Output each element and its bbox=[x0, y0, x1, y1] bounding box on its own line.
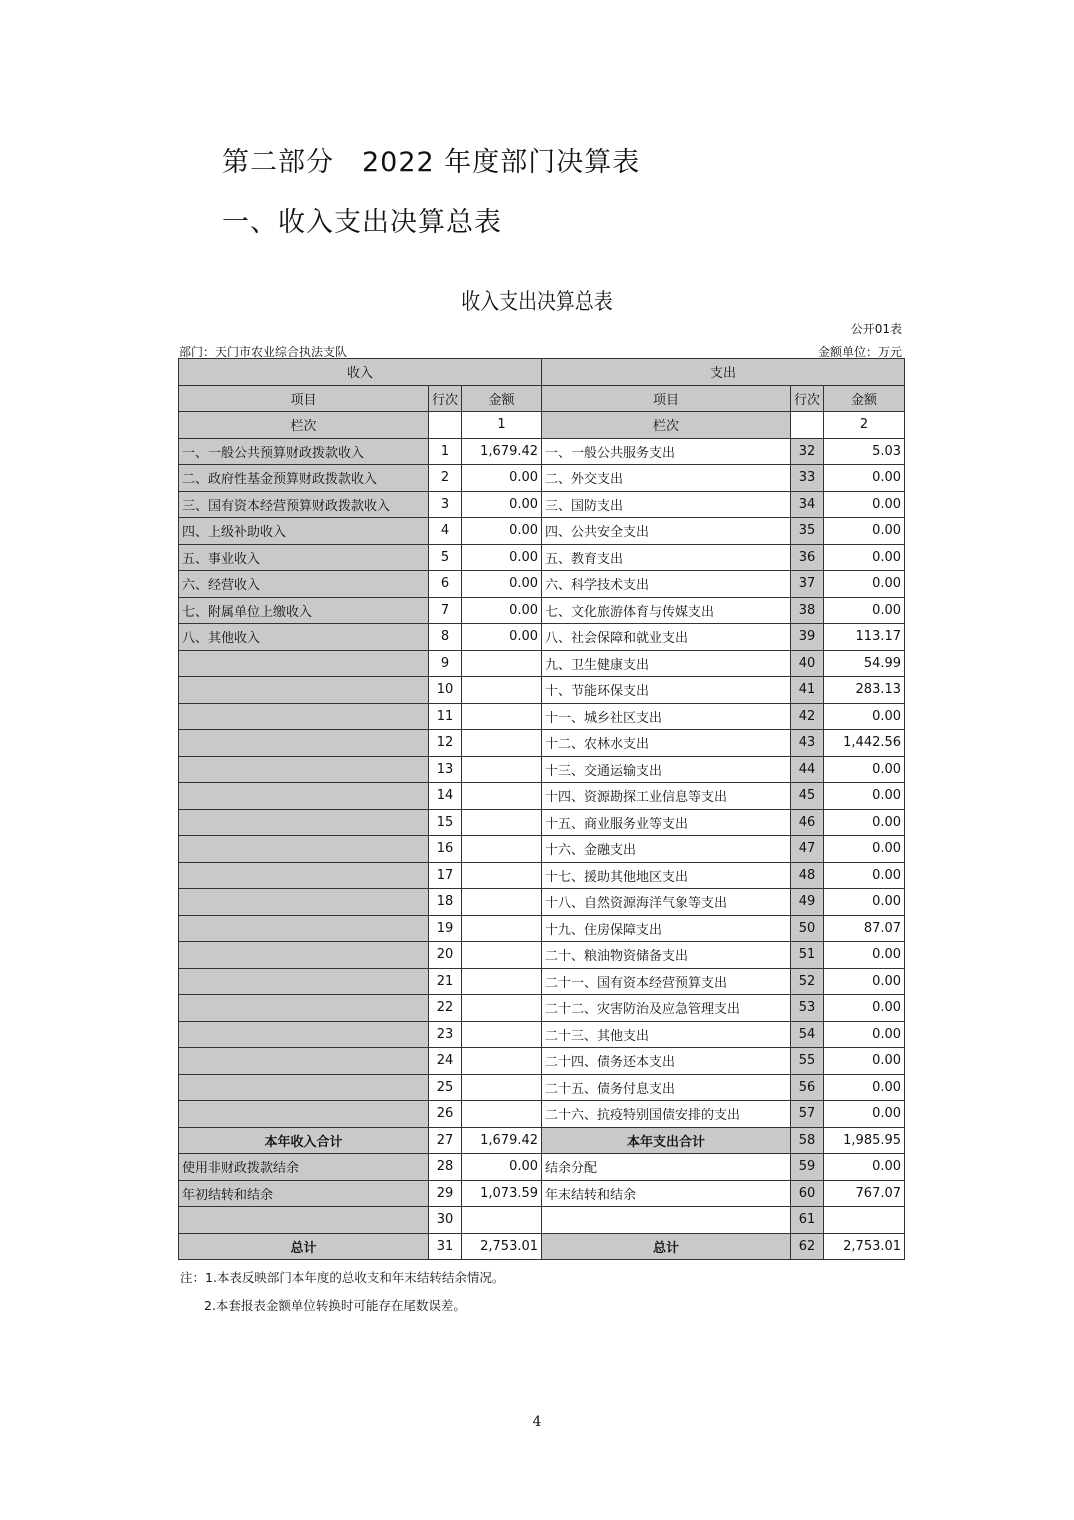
expense-item-cell: 十八、自然资源海洋气象等支出 bbox=[542, 889, 791, 916]
expense-amount-cell: 0.00 bbox=[824, 597, 905, 624]
income-item-cell bbox=[179, 703, 429, 730]
income-amount-cell bbox=[462, 889, 542, 916]
income-line-cell: 2 bbox=[429, 465, 462, 492]
income-item-cell bbox=[179, 756, 429, 783]
income-amount-cell: 1,679.42 bbox=[462, 1127, 542, 1154]
income-amount-cell bbox=[462, 756, 542, 783]
expense-item-cell: 十七、援助其他地区支出 bbox=[542, 862, 791, 889]
income-amount-cell bbox=[462, 836, 542, 863]
income-item-cell: 本年收入合计 bbox=[179, 1127, 429, 1154]
expense-amount-cell: 0.00 bbox=[824, 518, 905, 545]
income-item-cell: 使用非财政拨款结余 bbox=[179, 1154, 429, 1181]
expense-item-cell: 三、国防支出 bbox=[542, 491, 791, 518]
income-line-cell: 15 bbox=[429, 809, 462, 836]
income-line-cell: 21 bbox=[429, 968, 462, 995]
expense-line-cell: 55 bbox=[791, 1048, 824, 1075]
table-row bbox=[179, 1207, 905, 1234]
expense-item-cell: 十三、交通运输支出 bbox=[542, 756, 791, 783]
income-amount-cell bbox=[462, 1074, 542, 1101]
income-column-number: 1 bbox=[462, 412, 542, 439]
income-amount-cell bbox=[462, 1207, 542, 1234]
expense-amount-cell: 2,753.01 bbox=[824, 1233, 905, 1260]
income-item-cell: 一、一般公共预算财政拨款收入 bbox=[179, 438, 429, 465]
expense-item-cell: 六、科学技术支出 bbox=[542, 571, 791, 598]
part-title: 第二部分 2022 年度部门决算表 bbox=[222, 147, 641, 178]
table-row bbox=[179, 677, 905, 704]
table-row bbox=[179, 1127, 905, 1154]
income-line-cell: 9 bbox=[429, 650, 462, 677]
expense-line-cell: 62 bbox=[791, 1233, 824, 1260]
income-line-cell: 16 bbox=[429, 836, 462, 863]
table-row bbox=[179, 438, 905, 465]
income-amount-cell: 0.00 bbox=[462, 624, 542, 651]
expense-item-cell: 二十四、债务还本支出 bbox=[542, 1048, 791, 1075]
expense-amount-cell: 0.00 bbox=[824, 1021, 905, 1048]
expense-item-cell: 十九、住房保障支出 bbox=[542, 915, 791, 942]
income-amount-cell: 0.00 bbox=[462, 491, 542, 518]
expense-item-cell: 二十二、灾害防治及应急管理支出 bbox=[542, 995, 791, 1022]
table-row bbox=[179, 597, 905, 624]
expense-amount-cell: 0.00 bbox=[824, 809, 905, 836]
table-row bbox=[179, 650, 905, 677]
expense-item-cell: 十二、农林水支出 bbox=[542, 730, 791, 757]
income-line-cell: 20 bbox=[429, 942, 462, 969]
income-item-cell bbox=[179, 730, 429, 757]
income-item-cell bbox=[179, 783, 429, 810]
income-item-cell bbox=[179, 677, 429, 704]
income-item-cell bbox=[179, 889, 429, 916]
table-row bbox=[179, 1154, 905, 1181]
table-row bbox=[179, 783, 905, 810]
expense-amount-cell: 0.00 bbox=[824, 1048, 905, 1075]
expense-item-header: 项目 bbox=[542, 385, 791, 412]
expense-line-cell: 60 bbox=[791, 1180, 824, 1207]
expense-amount-cell: 0.00 bbox=[824, 465, 905, 492]
expense-amount-cell: 0.00 bbox=[824, 756, 905, 783]
income-amount-cell: 1,679.42 bbox=[462, 438, 542, 465]
expense-line-cell: 34 bbox=[791, 491, 824, 518]
expense-amount-cell: 113.17 bbox=[824, 624, 905, 651]
expense-item-cell: 十一、城乡社区支出 bbox=[542, 703, 791, 730]
income-item-cell bbox=[179, 968, 429, 995]
table-row bbox=[179, 730, 905, 757]
income-amount-cell: 2,753.01 bbox=[462, 1233, 542, 1260]
expense-header: 支出 bbox=[542, 359, 905, 386]
income-amount-cell: 0.00 bbox=[462, 544, 542, 571]
expense-item-cell: 八、社会保障和就业支出 bbox=[542, 624, 791, 651]
expense-amount-cell: 1,442.56 bbox=[824, 730, 905, 757]
expense-item-cell: 七、文化旅游体育与传媒支出 bbox=[542, 597, 791, 624]
expense-line-cell: 35 bbox=[791, 518, 824, 545]
income-line-cell: 13 bbox=[429, 756, 462, 783]
income-header: 收入 bbox=[179, 359, 542, 386]
income-line-cell: 24 bbox=[429, 1048, 462, 1075]
income-amount-cell bbox=[462, 1021, 542, 1048]
income-item-cell bbox=[179, 915, 429, 942]
table-row bbox=[179, 1101, 905, 1128]
expense-item-cell: 二十五、债务付息支出 bbox=[542, 1074, 791, 1101]
table-row bbox=[179, 889, 905, 916]
income-item-cell bbox=[179, 809, 429, 836]
section-title: 一、收入支出决算总表 bbox=[222, 207, 502, 238]
income-line-cell: 4 bbox=[429, 518, 462, 545]
table-row bbox=[179, 465, 905, 492]
income-amount-cell bbox=[462, 968, 542, 995]
expense-line-cell: 46 bbox=[791, 809, 824, 836]
income-amount-cell bbox=[462, 1101, 542, 1128]
table-row bbox=[179, 1074, 905, 1101]
expense-line-blank bbox=[791, 412, 824, 439]
income-line-cell: 17 bbox=[429, 862, 462, 889]
expense-line-cell: 43 bbox=[791, 730, 824, 757]
expense-line-cell: 39 bbox=[791, 624, 824, 651]
income-line-cell: 25 bbox=[429, 1074, 462, 1101]
department-label: 部门：天门市农业综合执法支队 bbox=[179, 345, 348, 359]
expense-line-cell: 56 bbox=[791, 1074, 824, 1101]
income-line-cell: 11 bbox=[429, 703, 462, 730]
table-row bbox=[179, 862, 905, 889]
expense-amount-cell: 0.00 bbox=[824, 544, 905, 571]
expense-item-cell: 结余分配 bbox=[542, 1154, 791, 1181]
expense-line-header: 行次 bbox=[791, 385, 824, 412]
income-line-cell: 31 bbox=[429, 1233, 462, 1260]
expense-item-cell: 一、一般公共服务支出 bbox=[542, 438, 791, 465]
table-row bbox=[179, 915, 905, 942]
income-amount-cell bbox=[462, 730, 542, 757]
expense-line-cell: 61 bbox=[791, 1207, 824, 1234]
expense-line-cell: 52 bbox=[791, 968, 824, 995]
expense-line-cell: 49 bbox=[791, 889, 824, 916]
income-line-cell: 19 bbox=[429, 915, 462, 942]
expense-line-cell: 38 bbox=[791, 597, 824, 624]
income-line-cell: 7 bbox=[429, 597, 462, 624]
income-item-header: 项目 bbox=[179, 385, 429, 412]
income-line-cell: 29 bbox=[429, 1180, 462, 1207]
table-row bbox=[179, 1021, 905, 1048]
income-amount-cell: 0.00 bbox=[462, 1154, 542, 1181]
income-item-cell bbox=[179, 1048, 429, 1075]
table-row bbox=[179, 624, 905, 651]
expense-amount-cell: 767.07 bbox=[824, 1180, 905, 1207]
expense-item-cell: 十五、商业服务业等支出 bbox=[542, 809, 791, 836]
expense-item-cell: 总计 bbox=[542, 1233, 791, 1260]
income-line-cell: 14 bbox=[429, 783, 462, 810]
expense-item-cell: 五、教育支出 bbox=[542, 544, 791, 571]
expense-line-cell: 58 bbox=[791, 1127, 824, 1154]
expense-amount-cell: 0.00 bbox=[824, 1101, 905, 1128]
table-row bbox=[179, 995, 905, 1022]
expense-column-number: 2 bbox=[824, 412, 905, 439]
expense-column-label: 栏次 bbox=[542, 412, 791, 439]
expense-amount-cell: 0.00 bbox=[824, 862, 905, 889]
income-line-cell: 27 bbox=[429, 1127, 462, 1154]
income-item-cell bbox=[179, 995, 429, 1022]
income-amount-cell bbox=[462, 942, 542, 969]
expense-amount-cell: 0.00 bbox=[824, 1074, 905, 1101]
expense-item-cell: 二、外交支出 bbox=[542, 465, 791, 492]
expense-amount-cell: 87.07 bbox=[824, 915, 905, 942]
expense-amount-cell: 54.99 bbox=[824, 650, 905, 677]
income-amount-cell bbox=[462, 650, 542, 677]
table-row bbox=[179, 571, 905, 598]
income-item-cell: 二、政府性基金预算财政拨款收入 bbox=[179, 465, 429, 492]
income-amount-cell bbox=[462, 915, 542, 942]
expense-amount-cell bbox=[824, 1207, 905, 1234]
income-line-cell: 8 bbox=[429, 624, 462, 651]
expense-line-cell: 37 bbox=[791, 571, 824, 598]
income-item-cell: 年初结转和结余 bbox=[179, 1180, 429, 1207]
unit-label: 金额单位：万元 bbox=[817, 345, 902, 359]
header-row-column-numbers bbox=[179, 412, 905, 439]
expense-line-cell: 33 bbox=[791, 465, 824, 492]
income-item-cell bbox=[179, 650, 429, 677]
expense-amount-cell: 0.00 bbox=[824, 703, 905, 730]
income-item-cell bbox=[179, 836, 429, 863]
income-item-cell bbox=[179, 1021, 429, 1048]
expense-line-cell: 48 bbox=[791, 862, 824, 889]
expense-amount-cell: 1,985.95 bbox=[824, 1127, 905, 1154]
income-item-cell: 三、国有资本经营预算财政拨款收入 bbox=[179, 491, 429, 518]
income-amount-cell bbox=[462, 677, 542, 704]
table-row bbox=[179, 942, 905, 969]
expense-line-cell: 40 bbox=[791, 650, 824, 677]
income-amount-cell bbox=[462, 783, 542, 810]
expense-line-cell: 51 bbox=[791, 942, 824, 969]
income-line-cell: 28 bbox=[429, 1154, 462, 1181]
expense-amount-cell: 0.00 bbox=[824, 571, 905, 598]
expense-line-cell: 53 bbox=[791, 995, 824, 1022]
expense-line-cell: 50 bbox=[791, 915, 824, 942]
expense-item-cell: 九、卫生健康支出 bbox=[542, 650, 791, 677]
expense-line-cell: 32 bbox=[791, 438, 824, 465]
income-item-cell bbox=[179, 1101, 429, 1128]
income-item-cell bbox=[179, 1207, 429, 1234]
page-number: 4 bbox=[532, 1414, 542, 1430]
income-line-cell: 6 bbox=[429, 571, 462, 598]
expense-amount-cell: 0.00 bbox=[824, 783, 905, 810]
table-row bbox=[179, 756, 905, 783]
expense-amount-cell: 0.00 bbox=[824, 491, 905, 518]
income-line-cell: 23 bbox=[429, 1021, 462, 1048]
expense-item-cell bbox=[542, 1207, 791, 1234]
expense-amount-cell: 0.00 bbox=[824, 889, 905, 916]
income-line-cell: 18 bbox=[429, 889, 462, 916]
expense-amount-cell: 0.00 bbox=[824, 995, 905, 1022]
income-expense-table bbox=[178, 358, 905, 1260]
income-line-cell: 10 bbox=[429, 677, 462, 704]
table-row bbox=[179, 836, 905, 863]
expense-amount-cell: 5.03 bbox=[824, 438, 905, 465]
income-amount-cell bbox=[462, 995, 542, 1022]
expense-line-cell: 45 bbox=[791, 783, 824, 810]
income-amount-cell: 0.00 bbox=[462, 518, 542, 545]
header-row-columns bbox=[179, 385, 905, 412]
income-column-label: 栏次 bbox=[179, 412, 429, 439]
table-row bbox=[179, 1180, 905, 1207]
income-item-cell: 总计 bbox=[179, 1233, 429, 1260]
expense-amount-cell: 283.13 bbox=[824, 677, 905, 704]
income-line-cell: 5 bbox=[429, 544, 462, 571]
table-row bbox=[179, 518, 905, 545]
income-item-cell: 八、其他收入 bbox=[179, 624, 429, 651]
income-line-cell: 1 bbox=[429, 438, 462, 465]
note-2: 2.本套报表金额单位转换时可能存在尾数误差。 bbox=[204, 1298, 466, 1313]
note-1: 注：1.本表反映部门本年度的总收支和年末结转结余情况。 bbox=[180, 1270, 505, 1285]
income-item-cell: 七、附属单位上缴收入 bbox=[179, 597, 429, 624]
income-line-cell: 22 bbox=[429, 995, 462, 1022]
income-line-cell: 3 bbox=[429, 491, 462, 518]
income-amount-cell: 1,073.59 bbox=[462, 1180, 542, 1207]
header-row-sections bbox=[179, 359, 905, 386]
income-amount-cell bbox=[462, 1048, 542, 1075]
table-title: 收入支出决算总表 bbox=[461, 290, 613, 315]
income-item-cell: 五、事业收入 bbox=[179, 544, 429, 571]
income-amount-header: 金额 bbox=[462, 385, 542, 412]
expense-item-cell: 十、节能环保支出 bbox=[542, 677, 791, 704]
expense-item-cell: 本年支出合计 bbox=[542, 1127, 791, 1154]
income-item-cell bbox=[179, 862, 429, 889]
expense-item-cell: 二十一、国有资本经营预算支出 bbox=[542, 968, 791, 995]
expense-item-cell: 年末结转和结余 bbox=[542, 1180, 791, 1207]
expense-line-cell: 54 bbox=[791, 1021, 824, 1048]
expense-item-cell: 十六、金融支出 bbox=[542, 836, 791, 863]
expense-item-cell: 四、公共安全支出 bbox=[542, 518, 791, 545]
table-row bbox=[179, 491, 905, 518]
income-item-cell bbox=[179, 942, 429, 969]
income-amount-cell bbox=[462, 862, 542, 889]
table-row bbox=[179, 544, 905, 571]
expense-line-cell: 42 bbox=[791, 703, 824, 730]
income-item-cell: 四、上级补助收入 bbox=[179, 518, 429, 545]
income-amount-cell bbox=[462, 809, 542, 836]
expense-line-cell: 36 bbox=[791, 544, 824, 571]
table-row bbox=[179, 968, 905, 995]
income-line-cell: 30 bbox=[429, 1207, 462, 1234]
expense-line-cell: 57 bbox=[791, 1101, 824, 1128]
expense-line-cell: 44 bbox=[791, 756, 824, 783]
table-row bbox=[179, 1233, 905, 1260]
expense-item-cell: 二十三、其他支出 bbox=[542, 1021, 791, 1048]
income-line-cell: 26 bbox=[429, 1101, 462, 1128]
expense-item-cell: 二十六、抗疫特别国债安排的支出 bbox=[542, 1101, 791, 1128]
income-item-cell: 六、经营收入 bbox=[179, 571, 429, 598]
income-line-blank bbox=[429, 412, 462, 439]
expense-amount-header: 金额 bbox=[824, 385, 905, 412]
expense-line-cell: 47 bbox=[791, 836, 824, 863]
income-line-header: 行次 bbox=[429, 385, 462, 412]
income-amount-cell bbox=[462, 703, 542, 730]
expense-amount-cell: 0.00 bbox=[824, 968, 905, 995]
income-amount-cell: 0.00 bbox=[462, 597, 542, 624]
expense-line-cell: 41 bbox=[791, 677, 824, 704]
income-amount-cell: 0.00 bbox=[462, 571, 542, 598]
expense-amount-cell: 0.00 bbox=[824, 942, 905, 969]
form-code: 公开01表 bbox=[850, 322, 902, 336]
income-item-cell bbox=[179, 1074, 429, 1101]
income-amount-cell: 0.00 bbox=[462, 465, 542, 492]
table-row bbox=[179, 809, 905, 836]
expense-line-cell: 59 bbox=[791, 1154, 824, 1181]
expense-item-cell: 十四、资源勘探工业信息等支出 bbox=[542, 783, 791, 810]
table-row bbox=[179, 1048, 905, 1075]
expense-item-cell: 二十、粮油物资储备支出 bbox=[542, 942, 791, 969]
table-row bbox=[179, 703, 905, 730]
income-line-cell: 12 bbox=[429, 730, 462, 757]
expense-amount-cell: 0.00 bbox=[824, 836, 905, 863]
expense-amount-cell: 0.00 bbox=[824, 1154, 905, 1181]
